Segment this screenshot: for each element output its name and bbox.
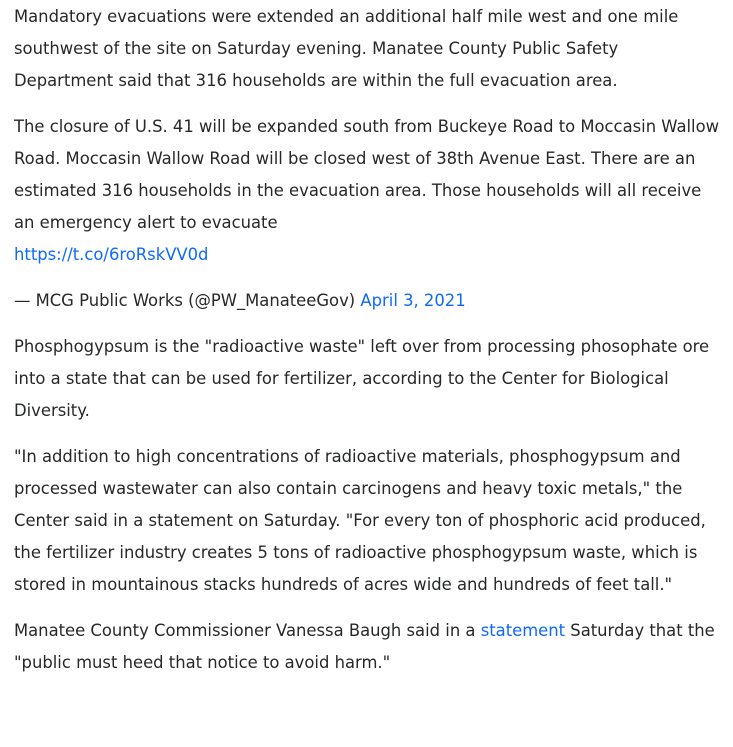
tweet-attribution xyxy=(14,285,720,317)
paragraph-phosphogypsum: Phosphogypsum is the "radioactive waste" left over from processing phosophate ore into a state that can be used for fertilizer, according to the Center for Biological Diversity. xyxy=(14,337,710,420)
paragraph-commissioner xyxy=(14,615,720,679)
statement-link[interactable]: statement xyxy=(480,621,566,640)
tweet-text: The closure of U.S. 41 will be expanded south from Buckeye Road to Moccasin Wallow Road. Moccasin Wallow Road will be closed west of 38th Avenue East. There are an estimated 316 households in the evacuation area. Those households will all receive an emergency alert to evacuate xyxy=(14,117,720,232)
paragraph-evacuations: Mandatory evacuations were extended an additional half mile west and one mile southwest of the site on Saturday evening. Manatee County Public Safety Department said that 316 households are within the full evacuation area. xyxy=(14,7,679,90)
embedded-tweet xyxy=(14,111,720,271)
tweet-date-link[interactable]: April 3, 2021 xyxy=(360,291,466,310)
tweet-link[interactable]: https://t.co/6roRskVV0d xyxy=(14,245,209,264)
paragraph-center-quote: "In addition to high concentrations of radioactive materials, phosphogypsum and processed wastewater can also contain carcinogens and heavy toxic metals," the Center said in a statement on Saturday. "For every ton of phosphoric acid produced, the fertilizer industry creates 5 tons of radioactive phosphogypsum waste, which is stored in mountainous stacks hundreds of acres wide and hundreds of feet tall." xyxy=(14,447,706,594)
commissioner-text-after: Saturday that the "public must heed that notice to avoid harm." xyxy=(14,621,715,672)
commissioner-text-before: Manatee County Commissioner Vanessa Baugh said in a xyxy=(14,621,481,640)
tweet-author: — MCG Public Works (@PW_ManateeGov) xyxy=(14,291,356,310)
